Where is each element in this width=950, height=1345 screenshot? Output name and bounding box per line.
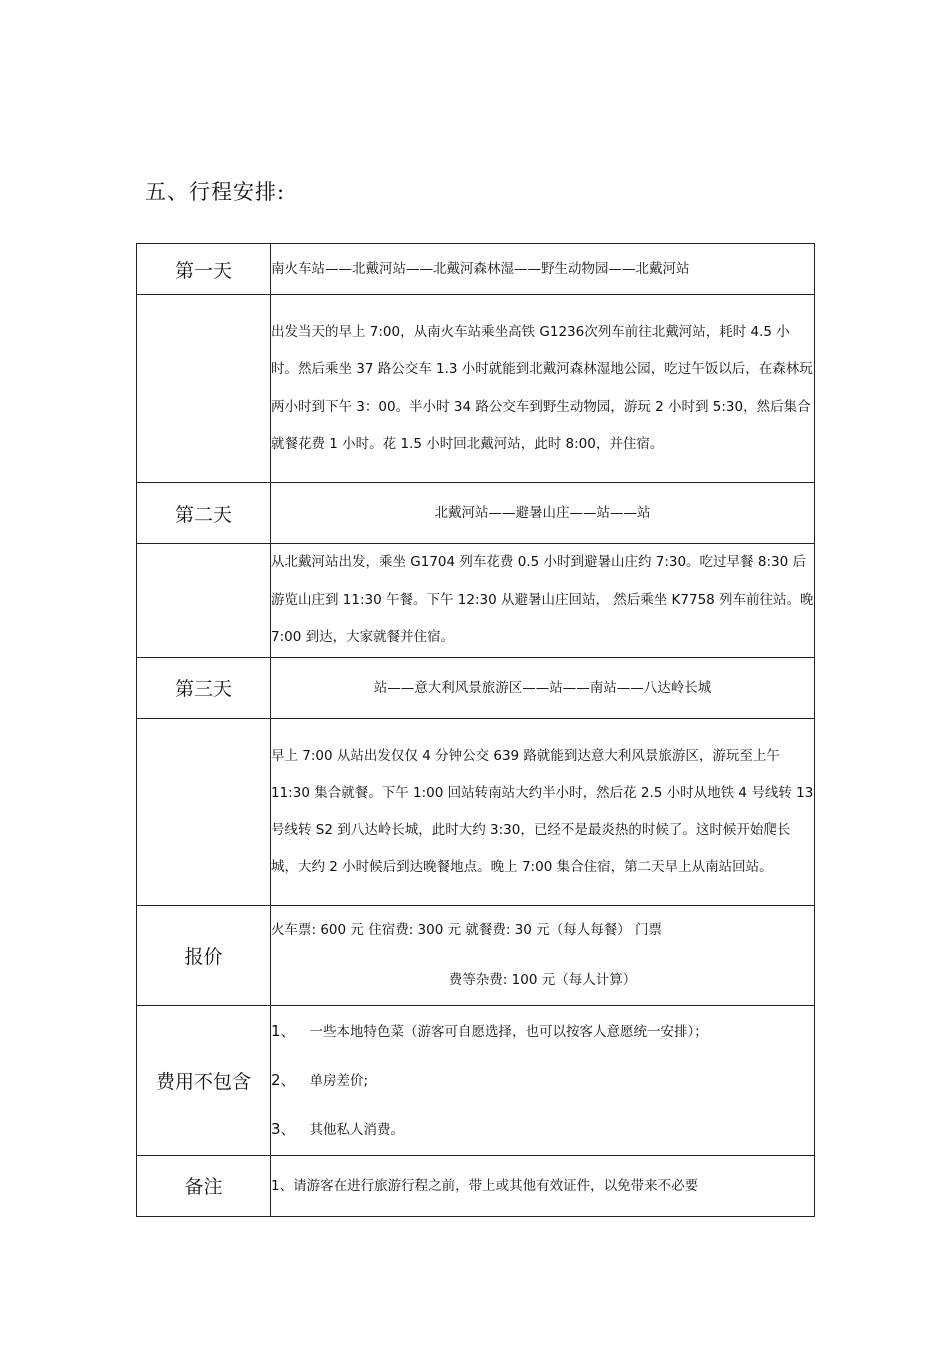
day3-empty-label: [137, 718, 271, 905]
notes-text: 1、请游客在进行旅游行程之前，带上或其他有效证件，以免带来不必要: [271, 1155, 815, 1216]
day3-detail-cell: [271, 718, 815, 905]
day3-detail: 早上 7:00 从站出发仅仅 4 分钟公交 639 路就能到达意大利风景旅游区，游玩至上午 11:30 集合就餐。下午 1:00 回站转南站大约半小时，然后花 2.5 小时从地铁 4 号线转 13 号线转 S2 到八达岭长城，此时大约 3:30，已经不是最炎热的时候了。这时候开始爬长城，大约 2 小时候后到达晚餐地点。晚上 7:00 集合住宿，第二天早上从南站回站。: [271, 747, 814, 875]
itinerary-table: [136, 243, 815, 1217]
notes-row: [137, 1155, 815, 1216]
excluded-item-2: [271, 1068, 814, 1093]
excluded-item-3-text: 其他私人消费。: [309, 1121, 405, 1138]
excluded-row: [137, 1005, 815, 1155]
section-title: 五、行程安排:: [145, 180, 286, 204]
excluded-item-3-num: 3、: [271, 1119, 296, 1138]
day2-detail: 从北戴河站出发，乘坐 G1704 列车花费 0.5 小时到避暑山庄约 7:30。吃过早餐 8:30 后游览山庄到 11:30 午餐。下午 12:30 从避暑山庄回站， 然后乘坐 K7758 列车前往站。晚 7:00 到达，大家就餐并住宿。: [271, 554, 814, 645]
day3-route: 站——意大利风景旅游区——站——南站——八达岭长城: [271, 657, 815, 718]
excluded-item-1-text: 一些本地特色菜（游客可自愿选择，也可以按客人意愿统一安排）；: [309, 1023, 708, 1040]
excluded-item-3: [271, 1117, 814, 1142]
day2-header-row: [137, 483, 815, 544]
price-line-1: 火车票: 600 元 住宿费: 300 元 就餐费: 30 元（每人每餐） 门票: [271, 921, 662, 938]
price-label: 报价: [137, 905, 271, 1005]
day2-route: 北戴河站——避暑山庄——站——站: [271, 483, 815, 544]
day3-header-row: [137, 657, 815, 718]
day1-header-row: [137, 244, 815, 295]
excluded-item-1-num: 1、: [271, 1021, 296, 1040]
day1-detail-row: [137, 295, 815, 483]
day1-detail: 出发当天的早上 7:00，从南火车站乘坐高铁 G1236次列车前往北戴河站，耗时 4.5 小时。然后乘坐 37 路公交车 1.3 小时就能到北戴河森林湿地公园，吃过午饭以后，在森林玩两小时到下午 3：00。半小时 34 路公交车到野生动物园，游玩 2 小时到 5:30，然后集合就餐花费 1 小时。花 1.5 小时回北戴河站，此时 8:00，并住宿。: [271, 323, 813, 452]
day2-detail-cell: [271, 544, 815, 658]
day3-label: 第三天: [137, 657, 271, 718]
excluded-cell: [271, 1005, 815, 1155]
day2-detail-row: [137, 544, 815, 658]
price-cell: [271, 905, 815, 1005]
day1-detail-cell: [271, 295, 815, 483]
day3-detail-row: [137, 718, 815, 905]
day1-label: 第一天: [137, 244, 271, 295]
day2-empty-label: [137, 544, 271, 658]
day1-empty-label: [137, 295, 271, 483]
notes-label: 备注: [137, 1155, 271, 1216]
excluded-label: 费用不包含: [137, 1005, 271, 1155]
price-line-2: 费等杂费: 100 元（每人计算）: [448, 971, 637, 988]
price-row: [137, 905, 815, 1005]
excluded-item-2-num: 2、: [271, 1070, 296, 1089]
excluded-item-2-text: 单房差价;: [309, 1072, 369, 1089]
excluded-item-1: [271, 1019, 814, 1044]
day2-label: 第二天: [137, 483, 271, 544]
day1-route: 南火车站——北戴河站——北戴河森林湿——野生动物园——北戴河站: [271, 244, 815, 295]
